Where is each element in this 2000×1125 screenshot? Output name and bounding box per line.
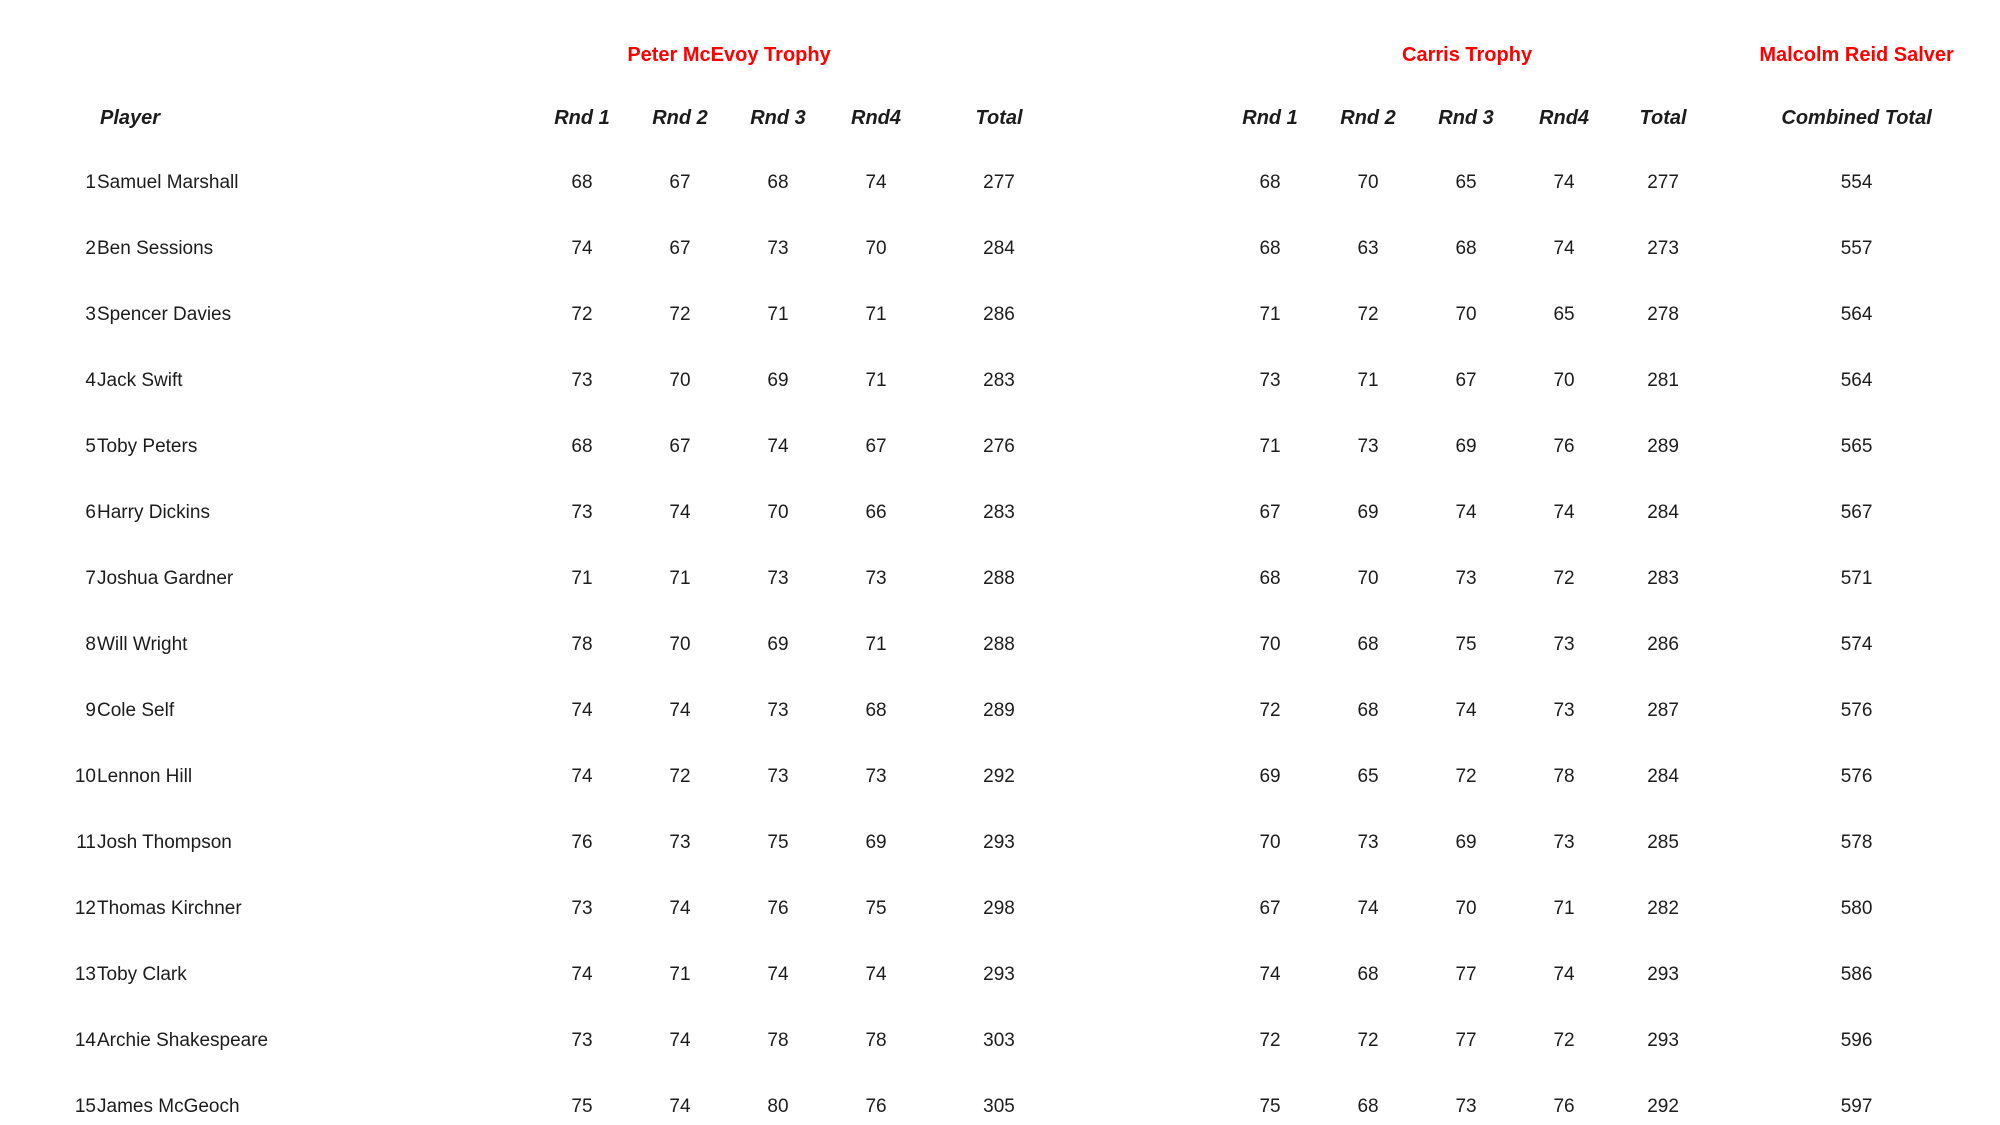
mcevoy-rnd1-score: 76 <box>571 832 593 853</box>
carris-rnd2-score: 68 <box>1357 634 1379 655</box>
combined-total-score: 564 <box>1840 370 1873 391</box>
player-rank: 3 <box>85 304 96 325</box>
mcevoy-rnd3-score: 73 <box>767 766 789 787</box>
mcevoy-rnd1-score: 74 <box>571 766 593 787</box>
mcevoy-rnd2-score: 67 <box>669 436 691 457</box>
mcevoy-rnd3-score: 78 <box>767 1030 789 1051</box>
player-name: Josh Thompson <box>97 832 232 853</box>
mcevoy-rnd1-score: 74 <box>571 238 593 259</box>
player-rank: 12 <box>74 898 96 919</box>
mcevoy-total-score: 293 <box>983 832 1015 853</box>
player-name: Thomas Kirchner <box>97 898 242 919</box>
mcevoy-rnd4-score: 69 <box>865 832 887 853</box>
mcevoy-rnd3-score: 76 <box>767 898 789 919</box>
mcevoy-rnd1-column-header: Rnd 1 <box>554 106 610 129</box>
player-rank: 15 <box>74 1096 96 1117</box>
mcevoy-rnd2-score: 74 <box>669 700 691 721</box>
player-rank: 14 <box>74 1030 96 1051</box>
section-spacer-cell <box>1073 1074 1221 1125</box>
carris-rnd3-score: 72 <box>1455 766 1477 787</box>
section-spacer-cell <box>1073 282 1221 348</box>
player-rank: 11 <box>76 832 96 853</box>
combined-total-score: 596 <box>1840 1030 1873 1051</box>
player-rank: 7 <box>85 568 96 589</box>
section-spacer-cell <box>1073 348 1221 414</box>
carris-rnd3-score: 77 <box>1455 1030 1477 1051</box>
mcevoy-total-score: 288 <box>983 634 1015 655</box>
mcevoy-rnd1-score: 68 <box>571 172 593 193</box>
mcevoy-rnd2-score: 70 <box>669 634 691 655</box>
carris-rnd4-score: 74 <box>1553 172 1575 193</box>
rank-column-header <box>0 86 96 150</box>
carris-rnd4-score: 78 <box>1553 766 1575 787</box>
carris-total-score: 289 <box>1647 436 1679 457</box>
carris-rnd2-score: 69 <box>1357 502 1379 523</box>
carris-total-column-header: Total <box>1639 106 1687 129</box>
player-rank: 10 <box>74 766 96 787</box>
mcevoy-total-score: 293 <box>983 964 1015 985</box>
mcevoy-rnd4-score: 74 <box>865 964 887 985</box>
carris-rnd2-score: 73 <box>1357 436 1379 457</box>
mcevoy-rnd4-score: 70 <box>865 238 887 259</box>
carris-rnd1-score: 75 <box>1259 1096 1281 1117</box>
carris-rnd1-score: 70 <box>1259 634 1281 655</box>
mcevoy-rnd2-score: 73 <box>669 832 691 853</box>
mcevoy-total-score: 288 <box>983 568 1015 589</box>
carris-rnd4-score: 72 <box>1553 568 1575 589</box>
mcevoy-rnd2-score: 74 <box>669 1096 691 1117</box>
mcevoy-rnd4-score: 73 <box>865 568 887 589</box>
carris-rnd4-score: 71 <box>1553 898 1575 919</box>
mcevoy-rnd3-score: 69 <box>767 370 789 391</box>
title-spacer <box>1073 24 1221 86</box>
carris-rnd2-score: 68 <box>1357 700 1379 721</box>
table-row <box>0 810 2000 876</box>
results-table <box>0 24 2000 1125</box>
carris-rnd4-score: 73 <box>1553 832 1575 853</box>
table-row <box>0 546 2000 612</box>
table-row <box>0 744 2000 810</box>
carris-total-score: 284 <box>1647 766 1679 787</box>
mcevoy-rnd1-score: 74 <box>571 964 593 985</box>
table-row <box>0 150 2000 216</box>
table-row <box>0 348 2000 414</box>
combined-total-score: 571 <box>1840 568 1873 589</box>
mcevoy-rnd4-score: 73 <box>865 766 887 787</box>
table-body <box>0 150 2000 1125</box>
section-spacer-cell <box>1073 942 1221 1008</box>
carris-rnd4-score: 74 <box>1553 238 1575 259</box>
mcevoy-total-score: 289 <box>983 700 1015 721</box>
carris-rnd4-score: 74 <box>1553 964 1575 985</box>
mcevoy-total-score: 305 <box>983 1096 1015 1117</box>
mcevoy-total-score: 277 <box>983 172 1015 193</box>
mcevoy-rnd1-score: 73 <box>571 1030 593 1051</box>
carris-rnd3-score: 70 <box>1455 898 1477 919</box>
carris-rnd2-score: 71 <box>1357 370 1379 391</box>
mcevoy-rnd3-score: 70 <box>767 502 789 523</box>
mcevoy-rnd4-score: 78 <box>865 1030 887 1051</box>
carris-rnd3-score: 74 <box>1455 700 1477 721</box>
trophy-title-row <box>0 24 2000 86</box>
mcevoy-total-score: 303 <box>983 1030 1015 1051</box>
section-spacer-cell <box>1073 150 1221 216</box>
combined-total-score: 578 <box>1840 832 1873 853</box>
table-row <box>0 480 2000 546</box>
player-name: Jack Swift <box>97 370 183 391</box>
carris-total-score: 273 <box>1647 238 1679 259</box>
mcevoy-total-score: 286 <box>983 304 1015 325</box>
mcevoy-total-score: 284 <box>983 238 1015 259</box>
carris-rnd2-score: 72 <box>1357 304 1379 325</box>
combined-total-score: 586 <box>1840 964 1873 985</box>
mcevoy-rnd3-score: 68 <box>767 172 789 193</box>
player-name: Will Wright <box>97 634 188 655</box>
mcevoy-rnd4-score: 71 <box>865 370 887 391</box>
mcevoy-rnd1-score: 71 <box>571 568 593 589</box>
section-spacer <box>1073 86 1221 150</box>
mcevoy-rnd1-score: 72 <box>571 304 593 325</box>
mcevoy-total-score: 276 <box>983 436 1015 457</box>
carris-rnd2-score: 74 <box>1357 898 1379 919</box>
mcevoy-rnd1-score: 78 <box>571 634 593 655</box>
mcevoy-rnd3-score: 74 <box>767 964 789 985</box>
mcevoy-rnd3-score: 73 <box>767 700 789 721</box>
player-name: Cole Self <box>97 700 175 721</box>
table-row <box>0 876 2000 942</box>
mcevoy-rnd2-score: 74 <box>669 502 691 523</box>
carris-rnd3-score: 65 <box>1455 172 1477 193</box>
player-rank: 4 <box>85 370 96 391</box>
player-name: James McGeoch <box>97 1096 240 1117</box>
combined-total-score: 554 <box>1840 172 1873 193</box>
mcevoy-rnd1-score: 73 <box>571 898 593 919</box>
section-spacer-cell <box>1073 414 1221 480</box>
mcevoy-rnd1-score: 73 <box>571 502 593 523</box>
carris-trophy-title: Carris Trophy <box>1402 43 1533 66</box>
mcevoy-rnd2-score: 71 <box>669 964 691 985</box>
mcevoy-total-score: 283 <box>983 370 1015 391</box>
carris-rnd1-score: 69 <box>1259 766 1281 787</box>
mcevoy-rnd2-column-header: Rnd 2 <box>652 106 708 129</box>
carris-rnd2-score: 72 <box>1357 1030 1379 1051</box>
mcevoy-total-score: 292 <box>983 766 1015 787</box>
mcevoy-rnd4-score: 71 <box>865 304 887 325</box>
player-name: Ben Sessions <box>97 238 214 259</box>
carris-rnd1-score: 73 <box>1259 370 1281 391</box>
carris-rnd3-score: 73 <box>1455 1096 1477 1117</box>
carris-total-score: 281 <box>1647 370 1679 391</box>
carris-total-score: 285 <box>1647 832 1679 853</box>
carris-total-score: 283 <box>1647 568 1679 589</box>
carris-rnd4-column-header: Rnd4 <box>1539 106 1590 129</box>
combined-total-score: 597 <box>1840 1096 1873 1117</box>
section-spacer-cell <box>1073 1008 1221 1074</box>
malcolm-reid-salver-title: Malcolm Reid Salver <box>1759 43 1954 66</box>
mcevoy-rnd2-score: 70 <box>669 370 691 391</box>
section-spacer-cell <box>1073 612 1221 678</box>
carris-rnd1-score: 72 <box>1259 700 1281 721</box>
mcevoy-rnd4-score: 76 <box>865 1096 887 1117</box>
player-rank: 8 <box>85 634 96 655</box>
carris-rnd3-column-header: Rnd 3 <box>1438 106 1494 129</box>
section-spacer-cell <box>1073 216 1221 282</box>
carris-rnd3-score: 68 <box>1455 238 1477 259</box>
carris-rnd2-score: 70 <box>1357 172 1379 193</box>
mcevoy-rnd3-score: 69 <box>767 634 789 655</box>
carris-rnd4-score: 74 <box>1553 502 1575 523</box>
combined-total-score: 576 <box>1840 700 1873 721</box>
carris-rnd3-score: 75 <box>1455 634 1477 655</box>
title-spacer <box>925 24 1073 86</box>
player-rank: 5 <box>85 436 96 457</box>
carris-total-score: 293 <box>1647 1030 1679 1051</box>
mcevoy-rnd1-score: 68 <box>571 436 593 457</box>
combined-total-score: 576 <box>1840 766 1873 787</box>
mcevoy-rnd3-score: 80 <box>767 1096 789 1117</box>
player-name: Samuel Marshall <box>97 172 239 193</box>
carris-rnd3-score: 69 <box>1455 436 1477 457</box>
mcevoy-rnd3-score: 73 <box>767 238 789 259</box>
carris-rnd4-score: 65 <box>1553 304 1575 325</box>
carris-rnd1-score: 72 <box>1259 1030 1281 1051</box>
table-row <box>0 942 2000 1008</box>
section-spacer-cell <box>1073 744 1221 810</box>
carris-rnd3-score: 69 <box>1455 832 1477 853</box>
carris-total-score: 287 <box>1647 700 1679 721</box>
carris-rnd1-score: 68 <box>1259 568 1281 589</box>
mcevoy-rnd3-column-header: Rnd 3 <box>750 106 806 129</box>
table-row <box>0 216 2000 282</box>
carris-rnd4-score: 76 <box>1553 1096 1575 1117</box>
mcevoy-rnd3-score: 73 <box>767 568 789 589</box>
mcevoy-rnd2-score: 71 <box>669 568 691 589</box>
mcevoy-rnd4-column-header: Rnd4 <box>851 106 902 129</box>
combined-total-score: 564 <box>1840 304 1873 325</box>
mcevoy-rnd3-score: 75 <box>767 832 789 853</box>
carris-rnd1-score: 67 <box>1259 502 1281 523</box>
carris-rnd4-score: 70 <box>1553 370 1575 391</box>
carris-total-score: 278 <box>1647 304 1679 325</box>
mcevoy-trophy-title: Peter McEvoy Trophy <box>627 43 831 66</box>
combined-total-column-header: Combined Total <box>1781 106 1932 129</box>
title-spacer <box>0 24 533 86</box>
carris-rnd1-score: 68 <box>1259 172 1281 193</box>
carris-rnd2-score: 65 <box>1357 766 1379 787</box>
mcevoy-rnd2-score: 74 <box>669 898 691 919</box>
carris-rnd2-score: 70 <box>1357 568 1379 589</box>
mcevoy-rnd1-score: 75 <box>571 1096 593 1117</box>
carris-rnd4-score: 73 <box>1553 634 1575 655</box>
mcevoy-rnd4-score: 71 <box>865 634 887 655</box>
section-spacer-cell <box>1073 678 1221 744</box>
player-name: Toby Clark <box>97 964 187 985</box>
carris-total-score: 292 <box>1647 1096 1679 1117</box>
mcevoy-total-score: 283 <box>983 502 1015 523</box>
player-name: Archie Shakespeare <box>97 1030 269 1051</box>
player-column-header: Player <box>100 106 161 129</box>
carris-rnd3-score: 74 <box>1455 502 1477 523</box>
carris-total-score: 277 <box>1647 172 1679 193</box>
mcevoy-rnd4-score: 75 <box>865 898 887 919</box>
combined-total-score: 557 <box>1840 238 1873 259</box>
player-name: Harry Dickins <box>97 502 210 523</box>
carris-total-score: 286 <box>1647 634 1679 655</box>
mcevoy-rnd4-score: 67 <box>865 436 887 457</box>
carris-rnd4-score: 76 <box>1553 436 1575 457</box>
table-row <box>0 282 2000 348</box>
carris-total-score: 284 <box>1647 502 1679 523</box>
carris-rnd1-score: 68 <box>1259 238 1281 259</box>
carris-rnd1-score: 67 <box>1259 898 1281 919</box>
carris-rnd3-score: 70 <box>1455 304 1477 325</box>
carris-rnd2-column-header: Rnd 2 <box>1340 106 1396 129</box>
mcevoy-total-column-header: Total <box>975 106 1023 129</box>
table-row <box>0 612 2000 678</box>
player-rank: 9 <box>85 700 96 721</box>
section-spacer-cell <box>1073 546 1221 612</box>
mcevoy-rnd4-score: 68 <box>865 700 887 721</box>
mcevoy-rnd3-score: 74 <box>767 436 789 457</box>
player-name: Toby Peters <box>97 436 198 457</box>
carris-rnd1-column-header: Rnd 1 <box>1242 106 1298 129</box>
carris-rnd3-score: 73 <box>1455 568 1477 589</box>
player-name: Lennon Hill <box>97 766 193 787</box>
section-spacer-cell <box>1073 876 1221 942</box>
carris-total-score: 282 <box>1647 898 1679 919</box>
table-head <box>0 24 2000 150</box>
carris-rnd2-score: 68 <box>1357 964 1379 985</box>
column-header-row <box>0 86 2000 150</box>
carris-rnd1-score: 74 <box>1259 964 1281 985</box>
carris-rnd3-score: 77 <box>1455 964 1477 985</box>
table-row <box>0 1074 2000 1125</box>
mcevoy-rnd1-score: 73 <box>571 370 593 391</box>
carris-total-score: 293 <box>1647 964 1679 985</box>
table-row <box>0 414 2000 480</box>
player-name: Joshua Gardner <box>97 568 234 589</box>
combined-total-score: 574 <box>1840 634 1873 655</box>
table-row <box>0 1008 2000 1074</box>
mcevoy-rnd4-score: 66 <box>865 502 887 523</box>
player-name: Spencer Davies <box>97 304 232 325</box>
player-rank: 1 <box>85 172 96 193</box>
mcevoy-rnd2-score: 74 <box>669 1030 691 1051</box>
combined-total-score: 565 <box>1840 436 1873 457</box>
carris-rnd4-score: 73 <box>1553 700 1575 721</box>
player-rank: 2 <box>85 238 96 259</box>
carris-rnd4-score: 72 <box>1553 1030 1575 1051</box>
carris-rnd2-score: 73 <box>1357 832 1379 853</box>
carris-rnd3-score: 67 <box>1455 370 1477 391</box>
mcevoy-rnd2-score: 72 <box>669 304 691 325</box>
mcevoy-rnd2-score: 67 <box>669 238 691 259</box>
player-rank: 6 <box>85 502 96 523</box>
carris-rnd2-score: 63 <box>1357 238 1379 259</box>
player-rank: 13 <box>74 964 96 985</box>
carris-rnd1-score: 71 <box>1259 436 1281 457</box>
section-spacer-cell <box>1073 810 1221 876</box>
combined-total-score: 580 <box>1840 898 1873 919</box>
mcevoy-rnd4-score: 74 <box>865 172 887 193</box>
mcevoy-total-score: 298 <box>983 898 1015 919</box>
mcevoy-rnd2-score: 72 <box>669 766 691 787</box>
section-spacer-cell <box>1073 480 1221 546</box>
table-row <box>0 678 2000 744</box>
mcevoy-rnd1-score: 74 <box>571 700 593 721</box>
carris-rnd2-score: 68 <box>1357 1096 1379 1117</box>
mcevoy-rnd2-score: 67 <box>669 172 691 193</box>
carris-rnd1-score: 71 <box>1259 304 1281 325</box>
carris-rnd1-score: 70 <box>1259 832 1281 853</box>
combined-total-score: 567 <box>1840 502 1873 523</box>
mcevoy-rnd3-score: 71 <box>767 304 789 325</box>
